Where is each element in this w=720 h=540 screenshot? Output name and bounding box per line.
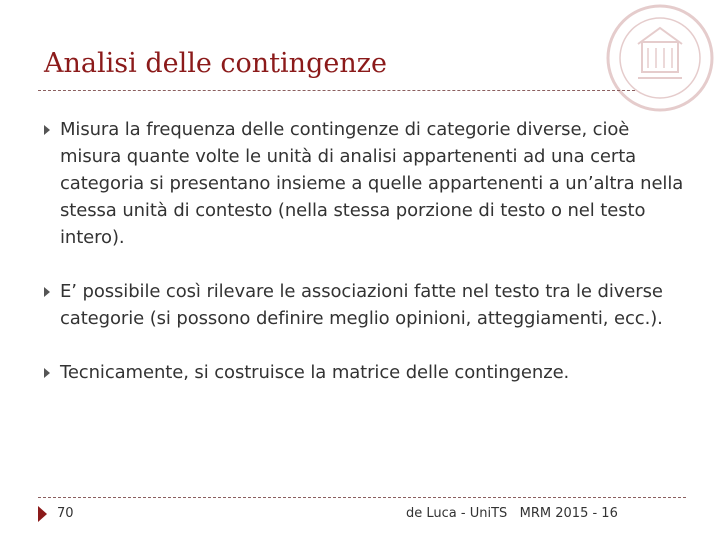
slide-title: Analisi delle contingenze: [44, 48, 387, 79]
bullet-arrow-icon: [44, 287, 50, 297]
bullet-text: Tecnicamente, si costruisce la matrice delle contingenze.: [60, 362, 570, 383]
footer-divider: [38, 497, 686, 498]
bullet-text: E’ possibile così rilevare le associazioni fatte nel testo tra le diverse categorie (si possono definire meglio opinioni, atteggiamenti, ecc.).: [60, 281, 663, 329]
title-divider: [38, 90, 635, 91]
bullet-text: Misura la frequenza delle contingenze di categorie diverse, cioè misura quante volte le unità di analisi appartenenti ad una certa categoria si presentano insieme a quelle appartenenti a un’altra nella stessa unità di contesto (nella stessa porzione di testo o nel testo intero).: [60, 119, 684, 248]
page-number: 70: [57, 506, 74, 521]
slide-body: [44, 116, 684, 386]
university-seal-icon: [604, 2, 716, 114]
footer-arrow-icon: [38, 506, 47, 522]
bullet-item: [44, 359, 684, 386]
bullet-arrow-icon: [44, 368, 50, 378]
bullet-item: [44, 116, 684, 251]
footer-credit: de Luca - UniTS MRM 2015 - 16: [406, 506, 618, 521]
bullet-arrow-icon: [44, 125, 50, 135]
bullet-item: [44, 278, 684, 332]
